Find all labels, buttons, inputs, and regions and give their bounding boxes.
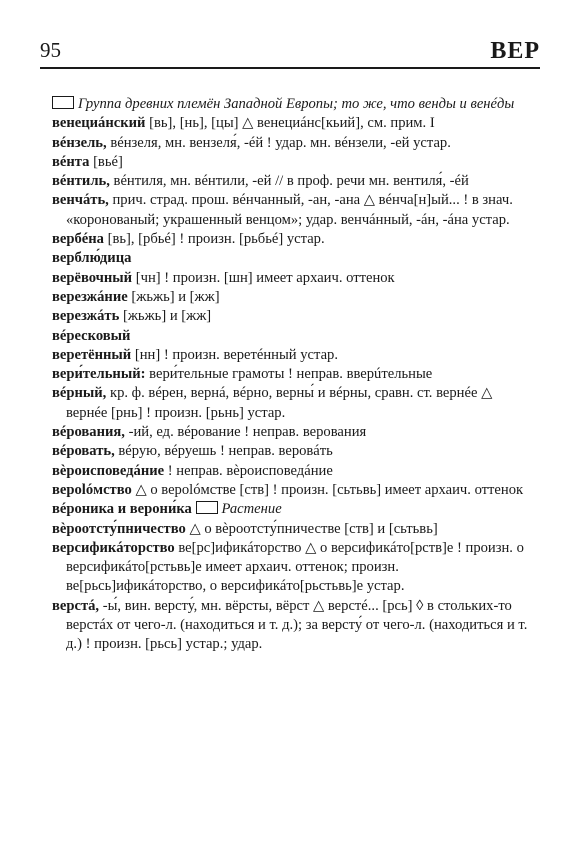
- entry-headword: верезжáть: [52, 308, 120, 325]
- entry-text: △ о вѐроотсту́пничестве [ств] и [сьтьвь]: [185, 520, 438, 537]
- entry-text: ве[рс]ификáторство △ о версификáто[рств]е ! произн. о версификáто[рстьвь]е имеет архаич. оттенок; произн. ве[рьсь]ификáторство, о версификáто[рьстьвь]е устар.: [66, 539, 524, 595]
- entry-headword: верёвочный: [52, 269, 133, 286]
- entry-text: [нн] ! произн. веретéнный устар.: [131, 346, 338, 363]
- entry-headword: верезжáние: [52, 288, 128, 305]
- entry-text: прич. страд. прош. вéнчанный, -ан, -ана △ вéнча[н]ый... ! в знач. «коронованый; украшенный венцом»; удар. венчáнный, -áн, -áна устар.: [66, 192, 513, 228]
- dictionary-entry: [52, 539, 532, 597]
- entry-headword: вéнтиль,: [52, 173, 110, 190]
- entry-headword: венециáнский: [52, 115, 146, 132]
- dictionary-entry: [52, 462, 532, 481]
- dictionary-entry: [52, 269, 532, 288]
- dictionary-entries: [52, 95, 532, 655]
- page-header: [40, 38, 540, 68]
- dictionary-entry: [52, 288, 532, 307]
- box-symbol-icon: [196, 501, 218, 514]
- entry-headword: вéрования,: [52, 424, 125, 441]
- entry-headword: вéресковый: [52, 327, 131, 344]
- dictionary-entry: [52, 327, 532, 346]
- entry-headword: веретённый: [52, 346, 132, 363]
- dictionary-entry: [52, 95, 532, 114]
- entry-text: ! неправ. вѐроисповедáние: [164, 462, 333, 479]
- header-rule: [40, 67, 540, 69]
- entry-headword: вéнта: [52, 153, 90, 170]
- entry-headword: верolóмство: [52, 481, 132, 498]
- dictionary-entry: [52, 500, 532, 519]
- entry-text: [чн] ! произн. [шн] имеет архаич. оттенок: [132, 269, 395, 286]
- entry-text: [вьé]: [89, 153, 123, 170]
- entry-text: [вь], [рбьé] ! произн. [рьбьé] устар.: [103, 231, 325, 248]
- entry-headword: вéроника и верони́ка: [52, 501, 192, 518]
- entry-headword: верстá,: [52, 597, 100, 614]
- entry-text: вéнтиля, мн. вéнтили, -ей // в проф. речи мн. вентиля́, -éй: [109, 173, 469, 190]
- dictionary-entry: [52, 346, 532, 365]
- entry-headword: вѐроотсту́пничество: [52, 520, 186, 537]
- dictionary-entry: [52, 134, 532, 153]
- dictionary-entry: [52, 365, 532, 384]
- entry-text: вéнзеля, мн. вензеля́, -éй ! удар. мн. вéнзели, -ей устар.: [106, 134, 451, 151]
- entry-text: [жьжь] и [жж]: [127, 288, 220, 305]
- dictionary-entry: [52, 442, 532, 461]
- dictionary-entry: [52, 520, 532, 539]
- dictionary-entry: [52, 230, 532, 249]
- entry-headword: вербéна: [52, 231, 104, 248]
- box-symbol-icon: [52, 96, 74, 109]
- entry-text: -ий, ед. вéрование ! неправ. верования: [124, 424, 367, 441]
- entry-headword: вери́тельный:: [52, 366, 146, 383]
- dictionary-entry: [52, 481, 532, 500]
- dictionary-entry: [52, 307, 532, 326]
- entry-headword: вéрный,: [52, 385, 107, 402]
- dictionary-entry: [52, 384, 532, 423]
- entry-headword: верблю́дица: [52, 250, 132, 267]
- entry-headword: версификáторство: [52, 539, 175, 556]
- entry-headword: вéровать,: [52, 443, 115, 460]
- dictionary-entry: [52, 597, 532, 655]
- entry-text: [вь], [нь], [цы] △ венециáнс[кьий], см. прим. I: [145, 115, 435, 132]
- entry-text: вери́тельные грамоты ! неправ. вверúтельные: [145, 366, 433, 383]
- entry-text: Растение: [221, 501, 282, 518]
- entry-text: вéрую, вéруешь ! неправ. веровáть: [114, 443, 333, 460]
- dictionary-entry: [52, 153, 532, 172]
- dictionary-entry: [52, 191, 532, 230]
- entry-text: -ы́, вин. версту́, мн. вёрсты, вёрст △ верстé... [рсь] ◊ в стольких-то верстáх от чего-л. (находиться и т. д.); за версту́ от чего-л. (находиться и т. д.) ! произн. [рьсь] устар.; удар.: [66, 597, 528, 653]
- dictionary-entry: [52, 114, 532, 133]
- entry-headword: венчáть,: [52, 192, 109, 209]
- page-number: 95: [40, 38, 61, 62]
- entry-headword: вéнзель,: [52, 134, 107, 151]
- dictionary-entry: [52, 249, 532, 268]
- entry-text: [жьжь] и [жж]: [119, 308, 212, 325]
- entry-headword: вѐроисповедáние: [52, 462, 165, 479]
- entry-text: △ о верolóмстве [ств] ! произн. [сьтьвь] имеет архаич. оттенок: [131, 481, 524, 498]
- running-head: ВЕР: [490, 38, 540, 64]
- entry-text: Группа древних племён Западной Европы; то же, что венды и венéды: [78, 96, 515, 112]
- dictionary-entry: [52, 172, 532, 191]
- dictionary-entry: [52, 423, 532, 442]
- entry-text: кр. ф. вéрен, вернá, вéрно, верны́ и вéрны, сравн. ст. вернéе △ вернéе [рнь] ! произн. [рьнь] устар.: [66, 385, 493, 421]
